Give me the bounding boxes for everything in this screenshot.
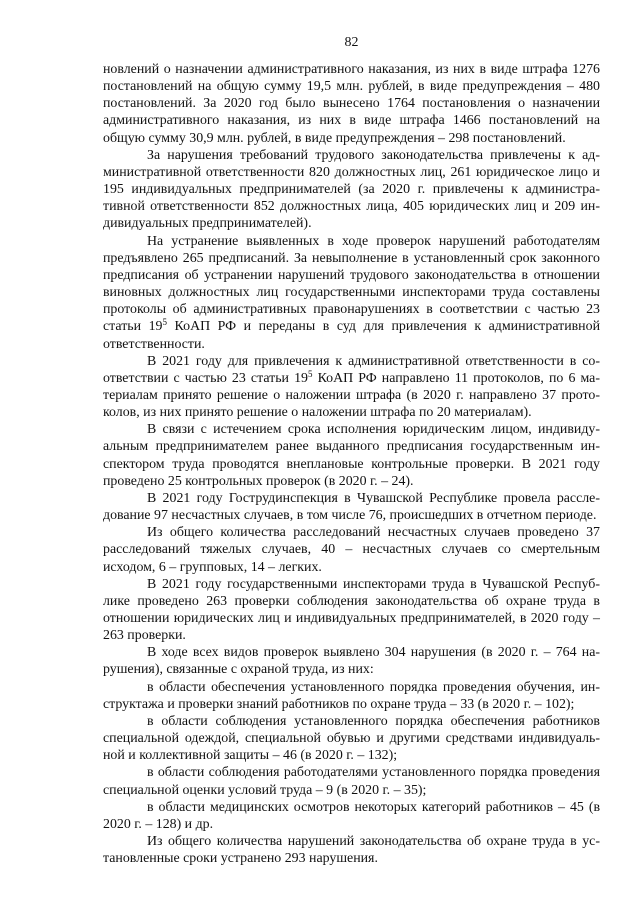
paragraph-text: новлений о назначении административного наказания, из них в виде штрафа 1276 постановлений на общую сумму 19,5 млн. рублей, в виде предупреждения – 480 постановлений. За 2020 год было вынесено 1764 постановления о назначении административного наказания, из них в виде штрафа 1466 постановлений на общую сумму 30,9 млн. рублей, в виде предупреждения – 298 постановлений. [103,62,600,146]
paragraph-text: Из общего количества расследований несчастных случаев проведено 37 расследований тяжелых случаев, 40 – несчастных случаев со смертельным исходом, 6 – групповых, 14 – легких. [103,525,600,575]
list-item-training [103,679,600,713]
paragraph-text: в области обеспечения установленного порядка проведения обучения, инструктажа и проверки знаний работников по охране труда – 33 (в 2020 г. – 102); [103,679,600,712]
paragraph-text: В 2021 году государственными инспекторами труда в Чувашской Республике проведено 263 проверки соблюдения законодательства об охране труда в отношении юридических лиц и индивидуальных предпринимателей, в 2020 году – 263 проверки. [103,576,600,644]
paragraph-administrative-liability [103,147,600,233]
superscript: 5 [307,368,313,379]
paragraph-text: В 2021 году Гострудинспекция в Чувашской Республике провела расследование 97 несчастных случаев, в том числе 76, происшедших в отчетном периоде. [103,490,600,524]
superscript: 5 [162,317,167,328]
list-item-working-conditions [103,764,600,798]
paragraph-violations-found [103,644,600,678]
paragraph-text: в области соблюдения работодателями установленного порядка проведения специальной оценки условий труда – 9 (в 2020 г. – 35); [103,765,600,798]
paragraph-protocols [103,353,600,422]
paragraph-accident-investigations [103,490,600,524]
paragraph-control-inspections [103,421,600,490]
paragraph-text: в области медицинских осмотров некоторых категорий работников – 45 (в 2020 г. – 128) и др. [103,799,600,832]
list-item-medical-exams [103,799,600,833]
paragraph-text: КоАП РФ направлено 11 протоколов, по 6 материалам принято решение о наложении штрафа (в 2020 г. направлено 37 протоколов, из них принято решение о наложении штрафа по 20 материалам). [103,370,600,421]
document-page [103,34,600,867]
paragraph-text: Из общего количества нарушений законодательства об охране труда в установленные сроки устранено 293 нарушения. [103,834,600,867]
list-item-protective-equipment [103,713,600,764]
paragraph-text: в области соблюдения установленного порядка обеспечения работников специальной одеждой, специальной обувью и другими средствами индивидуальной и коллективной защиты – 46 (в 2020 г. – 132); [103,713,600,764]
page-number: 82 [344,35,359,50]
paragraph-continuation [103,61,600,147]
paragraph-text: За нарушения требований трудового законодательства привлечены к административной ответственности 820 должностных лиц, 261 юридическое лицо и 195 индивидуальных предпринимателей (за 2020 г. привлечены к административной ответственности 852 должностных лица, 405 юридических лиц и 209 индивидуальных предпринимателей). [103,147,600,232]
paragraph-text: В связи с истечением срока исполнения юридическим лицом, индивидуальным предпринимателем ранее выданного предписания государственным инспектором труда проводятся внеплановые контрольные проверки. В 2021 году проведено 25 контрольных проверок (в 2020 г. – 24). [103,422,600,489]
paragraph-text: На устранение выявленных в ходе проверок нарушений работодателям предъявлено 265 предписаний. За невыполнение в установленный срок законного предписания об устранении нарушений трудового законодательства в отношении виновных должностных лиц государственными инспекторами труда составлены протоколы об административных правонарушениях в соответствии с частью 23 статьи 19 [103,233,600,335]
paragraph-safety-inspections [103,576,600,645]
paragraph-violations-eliminated [103,833,600,867]
paragraph-text: КоАП РФ и переданы в суд для привлечения к административной ответственности. [103,319,600,352]
paragraph-orders-issued [103,233,600,353]
paragraph-text: В ходе всех видов проверок выявлено 304 нарушения (в 2020 г. – 764 нарушения), связанные с охраной труда, из них: [103,645,600,678]
paragraph-text: В 2021 году для привлечения к административной ответственности в соответствии с частью 23 статьи 19 [103,353,600,386]
paragraph-investigation-breakdown [103,524,600,575]
